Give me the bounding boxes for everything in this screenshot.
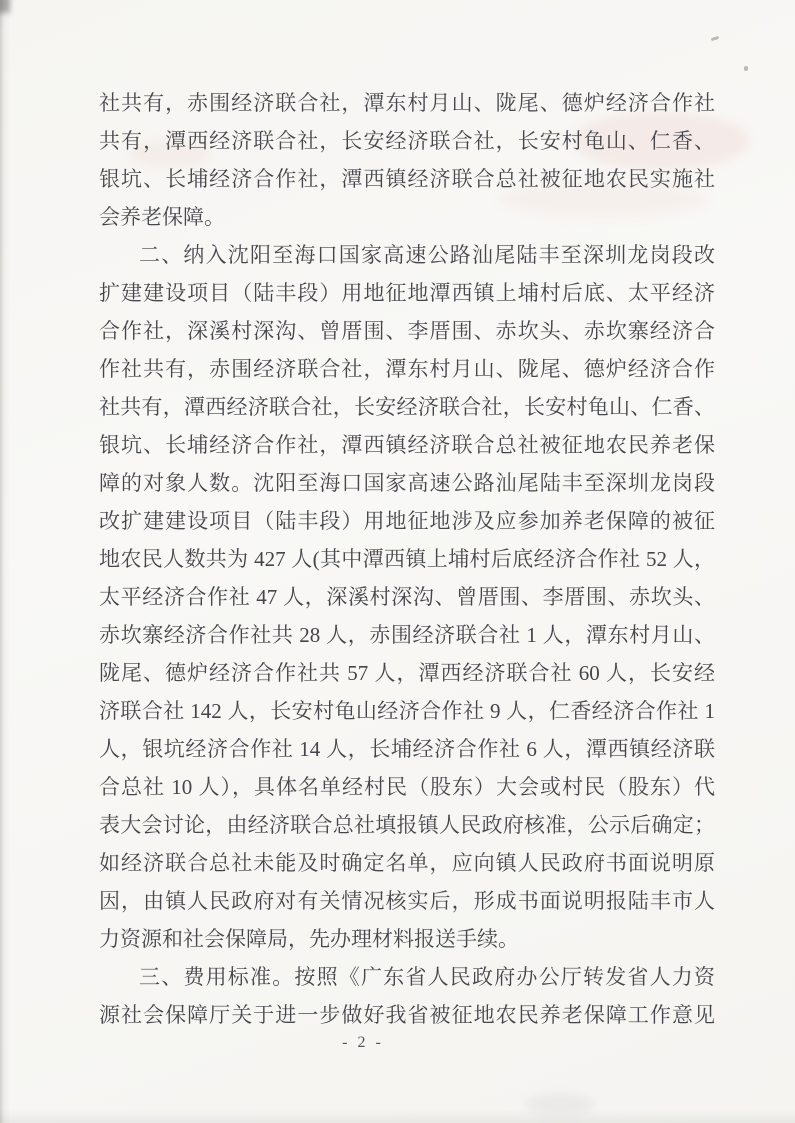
text-line: 会养老保障。 bbox=[99, 205, 225, 229]
scan-speck bbox=[744, 66, 748, 71]
text-line: 如经济联合总社未能及时确定名单，应向镇人民政府书面说明原 bbox=[99, 851, 715, 875]
text-line: 表大会讨论，由经济联合总社填报镇人民政府核准，公示后确定； bbox=[99, 813, 715, 837]
scan-speck bbox=[711, 36, 720, 41]
text-line: 因，由镇人民政府对有关情况核实后，形成书面说明报陆丰市人 bbox=[99, 889, 715, 913]
text-line: 二、纳入沈阳至海口国家高速公路汕尾陆丰至深圳龙岗段改 bbox=[139, 243, 715, 267]
text-line: 太平经济合作社 47 人，深溪村深沟、曾厝围、李厝围、赤坎头、 bbox=[99, 585, 715, 609]
text-line: 济联合社 142 人，长安村龟山经济合作社 9 人，仁香经济合作社 1 bbox=[99, 699, 715, 723]
scan-smudge bbox=[525, 1093, 595, 1115]
text-line: 改扩建建设项目（陆丰段）用地征地涉及应参加养老保障的被征 bbox=[99, 509, 715, 533]
text-line: 地农民人数共为 427 人(其中潭西镇上埔村后底经济合作社 52 人， bbox=[99, 547, 715, 571]
scan-corner-shadow bbox=[0, 0, 10, 13]
document-body bbox=[99, 84, 715, 1034]
text-line: 社共有，潭西经济联合社，长安经济联合社，长安村龟山、仁香、 bbox=[99, 395, 715, 419]
text-line: 障的对象人数。沈阳至海口国家高速公路汕尾陆丰至深圳龙岗段 bbox=[99, 471, 715, 495]
text-line: 共有，潭西经济联合社，长安经济联合社，长安村龟山、仁香、 bbox=[99, 129, 715, 153]
text-line: 合总社 10 人），具体名单经村民（股东）大会或村民（股东）代 bbox=[99, 775, 715, 799]
text-line: 三、费用标准。按照《广东省人民政府办公厅转发省人力资 bbox=[139, 965, 715, 989]
text-line: 陇尾、德炉经济合作社共 57 人，潭西经济联合社 60 人，长安经 bbox=[99, 661, 715, 685]
text-line: 银坑、长埔经济合作社，潭西镇经济联合总社被征地农民养老保 bbox=[99, 433, 715, 457]
text-line: 银坑、长埔经济合作社，潭西镇经济联合总社被征地农民实施社 bbox=[99, 167, 715, 191]
text-line: 力资源和社会保障局，先办理材料报送手续。 bbox=[99, 927, 519, 951]
page-number: - 2 - bbox=[342, 1034, 384, 1051]
text-line: 社共有，赤围经济联合社，潭东村月山、陇尾、德炉经济合作社 bbox=[99, 91, 715, 115]
text-line: 作社共有，赤围经济联合社，潭东村月山、陇尾、德炉经济合作 bbox=[99, 357, 715, 381]
text-line: 合作社，深溪村深沟、曾厝围、李厝围、赤坎头、赤坎寨经济合 bbox=[99, 319, 715, 343]
text-line: 赤坎寨经济合作社共 28 人，赤围经济联合社 1 人，潭东村月山、 bbox=[99, 623, 715, 647]
text-line: 扩建建设项目（陆丰段）用地征地潭西镇上埔村后底、太平经济 bbox=[99, 281, 715, 305]
text-line: 源社会保障厅关于进一步做好我省被征地农民养老保障工作意见 bbox=[99, 1003, 715, 1027]
text-line: 人，银坑经济合作社 14 人，长埔经济合作社 6 人，潭西镇经济联 bbox=[99, 737, 715, 761]
